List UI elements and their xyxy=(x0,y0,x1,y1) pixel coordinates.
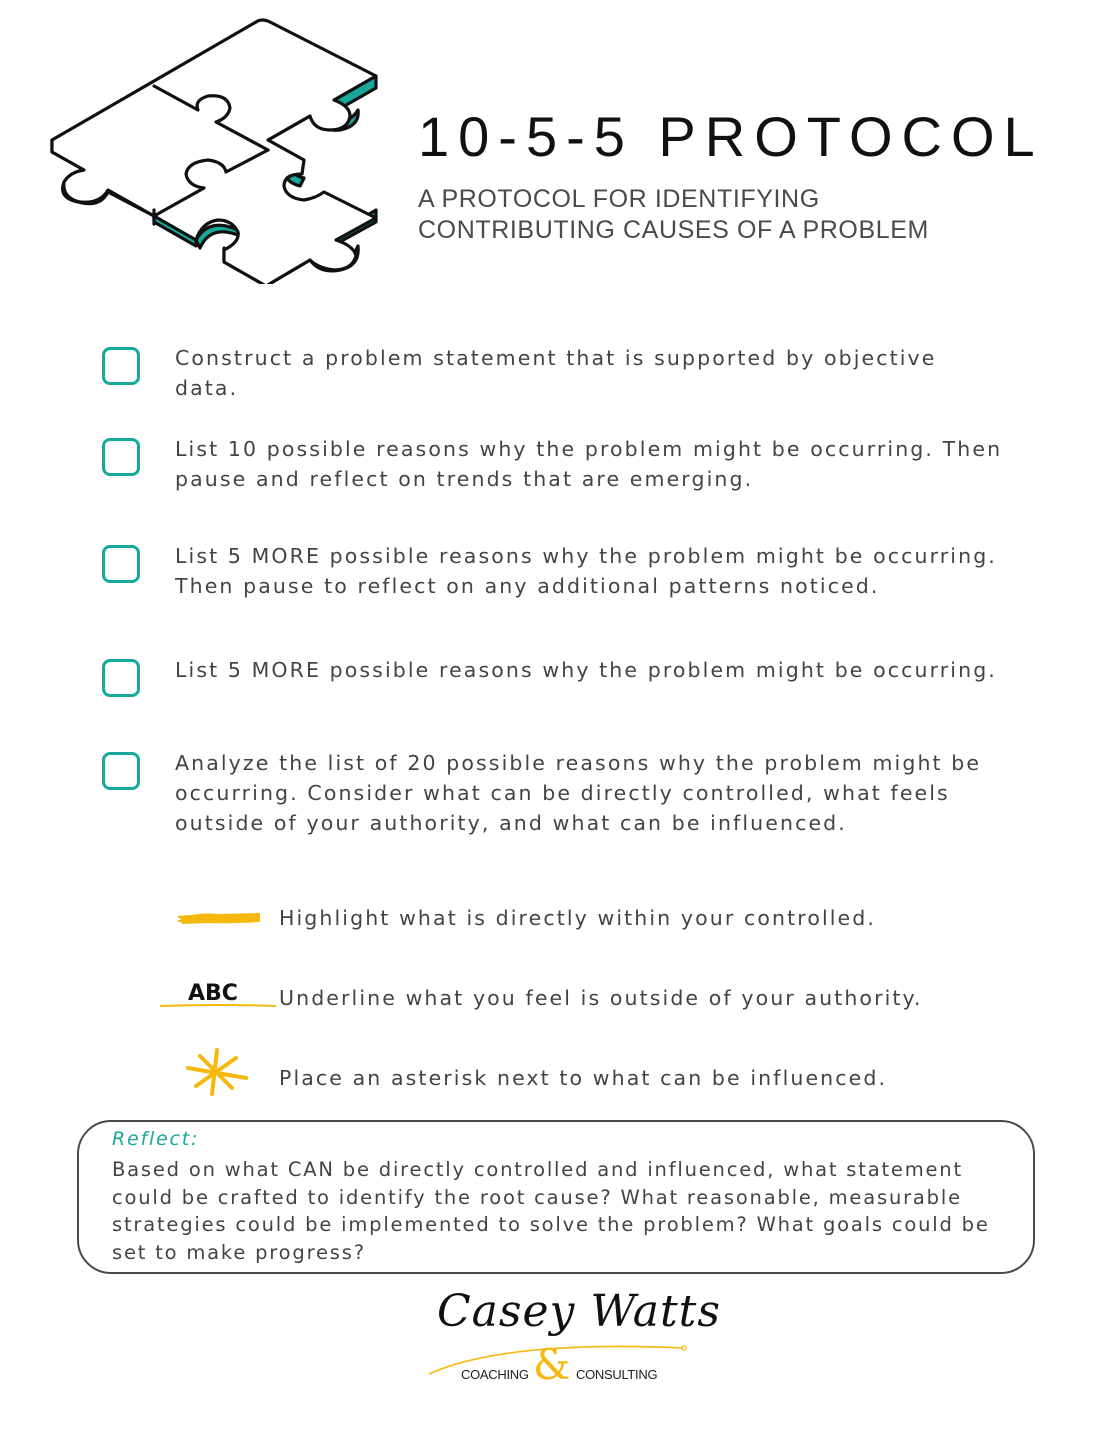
legend-highlight xyxy=(158,898,1058,948)
step-text: List 10 possible reasons why the problem might be occurring. Then pause and reflect on trends that are emerging. xyxy=(175,437,1003,491)
step-text: Analyze the list of 20 possible reasons why the problem might be occurring. Consider what can be directly controlled, what feels outside of your authority, and what can be influenced. xyxy=(175,751,982,835)
company-logo xyxy=(425,1278,721,1398)
step-text: List 5 MORE possible reasons why the problem might be occurring. Then pause to reflect on any additional patterns noticed. xyxy=(175,544,997,598)
step-checkbox[interactable] xyxy=(102,347,140,385)
step-checkbox[interactable] xyxy=(102,659,140,697)
reflect-body: Based on what CAN be directly controlled and influenced, what statement could be crafted to identify the root cause? What reasonable, measurable strategies could be implemented to solve the problem? What goals could be set to make progress? xyxy=(112,1158,990,1264)
step-checkbox[interactable] xyxy=(102,438,140,476)
abc-label: ABC xyxy=(188,981,238,1006)
step-text: Construct a problem statement that is supported by objective data. xyxy=(175,346,937,400)
legend-asterisk xyxy=(158,1048,1058,1098)
legend-text: Place an asterisk next to what can be influenced. xyxy=(279,1066,888,1090)
reflect-box xyxy=(77,1120,1035,1274)
subtitle-line-1: A PROTOCOL FOR IDENTIFYING xyxy=(418,185,820,213)
subtitle-line-2: CONTRIBUTING CAUSES OF A PROBLEM xyxy=(418,216,929,244)
step-checkbox[interactable] xyxy=(102,545,140,583)
highlight-stroke-icon xyxy=(178,908,262,926)
step-checkbox[interactable] xyxy=(102,752,140,790)
underline-abc-icon xyxy=(158,968,278,1012)
logo-ampersand: & xyxy=(533,1340,571,1389)
logo-coaching: COACHING xyxy=(461,1367,529,1382)
logo-consulting: CONSULTING xyxy=(576,1367,658,1382)
legend-text: Highlight what is directly within your controlled. xyxy=(279,906,876,930)
page-title: 10-5-5 PROTOCOL xyxy=(418,105,1044,168)
puzzle-pieces-icon xyxy=(48,12,384,284)
step-text: List 5 MORE possible reasons why the problem might be occurring. xyxy=(175,658,997,682)
legend-text: Underline what you feel is outside of your authority. xyxy=(279,986,923,1010)
reflect-title: Reflect: xyxy=(112,1128,200,1150)
logo-name: Casey Watts xyxy=(437,1286,721,1337)
page-subtitle xyxy=(418,184,929,246)
legend-underline xyxy=(158,968,1058,1018)
asterisk-icon xyxy=(184,1048,250,1096)
